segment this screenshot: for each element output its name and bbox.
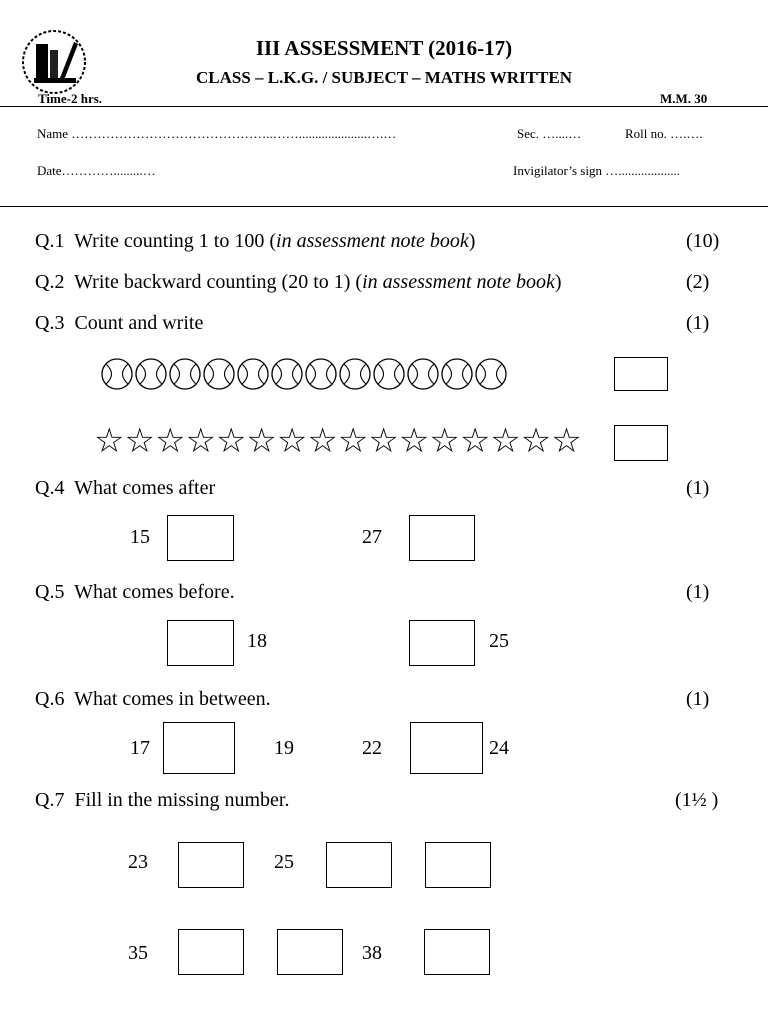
number-18: 18 (247, 630, 267, 652)
missing-26-answer-box[interactable] (326, 842, 392, 888)
ball-icon (202, 357, 236, 391)
roll-number-field[interactable]: Roll no. ….…. (625, 126, 703, 141)
section-field[interactable]: Sec. …....… (517, 126, 582, 141)
question-5-marks: (1) (686, 581, 710, 603)
fields-divider (0, 206, 768, 207)
question-number: Q.3 (35, 312, 65, 334)
question-4-marks: (1) (686, 477, 710, 499)
question-1: Q.1 Write counting 1 to 100 (in assessment note book) (35, 230, 476, 252)
page-title: III ASSESSMENT (2016-17) (255, 36, 513, 60)
number-22: 22 (362, 737, 382, 759)
missing-27-answer-box[interactable] (425, 842, 491, 888)
number-27: 27 (362, 526, 382, 548)
question-4 (35, 477, 215, 500)
date-field[interactable]: Date………….........… (37, 163, 156, 178)
ball-icon (440, 357, 474, 391)
question-3-marks: (1) (686, 312, 710, 334)
star-icon: ☆ (307, 423, 338, 460)
question-italic: in assessment note book (276, 230, 469, 252)
number-24: 24 (489, 737, 509, 759)
after-27-answer-box[interactable] (409, 515, 475, 561)
number-25-seq: 25 (274, 851, 294, 873)
ball-icon (236, 357, 270, 391)
question-7 (35, 789, 289, 812)
ball-count-answer-box[interactable] (614, 357, 668, 391)
question-number: Q.2 (35, 271, 65, 293)
question-italic: in assessment note book (362, 271, 555, 293)
max-marks-label: M.M. 30 (660, 91, 708, 106)
number-35: 35 (128, 942, 148, 964)
question-5 (35, 581, 235, 604)
question-3 (35, 312, 203, 335)
star-icon: ☆ (398, 423, 430, 460)
ball-icon (304, 357, 338, 391)
star-icon: ☆ (124, 423, 155, 460)
star-icon: ☆ (429, 423, 460, 460)
star-row (94, 425, 582, 459)
star-icon: ☆ (154, 423, 186, 460)
question-number: Q.4 (35, 477, 65, 499)
star-icon: ☆ (337, 423, 369, 460)
star-icon: ☆ (185, 423, 216, 460)
ball-row (100, 357, 508, 391)
question-number: Q.1 (35, 230, 65, 252)
question-number: Q.5 (35, 581, 65, 603)
question-1-marks: (10) (686, 230, 720, 252)
question-2-marks: (2) (686, 271, 710, 293)
ball-icon (372, 357, 406, 391)
number-19: 19 (274, 737, 294, 759)
ball-icon (134, 357, 168, 391)
ball-icon (474, 357, 508, 391)
before-18-answer-box[interactable] (167, 620, 234, 666)
question-number: Q.7 (35, 789, 65, 811)
star-icon: ☆ (246, 423, 277, 460)
ball-icon (338, 357, 372, 391)
page-subtitle: CLASS – L.K.G. / SUBJECT – MATHS WRITTEN (196, 68, 572, 87)
star-count-answer-box[interactable] (614, 425, 668, 461)
after-15-answer-box[interactable] (167, 515, 234, 561)
ball-icon (168, 357, 202, 391)
star-icon: ☆ (276, 423, 308, 460)
ball-icon (100, 357, 134, 391)
question-text: Write backward counting (20 to 1) ( (74, 271, 363, 293)
question-7-marks: (1½ ) (675, 789, 719, 811)
missing-37-answer-box[interactable] (277, 929, 343, 975)
question-2: Q.2 Write backward counting (20 to 1) (in assessment note book) (35, 271, 562, 293)
question-number: Q.6 (35, 688, 65, 710)
question-6 (35, 688, 271, 711)
number-23: 23 (128, 851, 148, 873)
question-text: Write counting 1 to 100 ( (74, 230, 277, 252)
invigilator-sign-field[interactable]: Invigilator’s sign …................... (513, 163, 680, 178)
ball-icon (270, 357, 304, 391)
question-text: Fill in the missing number. (74, 789, 290, 811)
question-text: What comes after (74, 477, 216, 499)
star-icon: ☆ (94, 423, 125, 460)
time-label: Time-2 hrs. (38, 91, 103, 106)
question-6-marks: (1) (686, 688, 710, 710)
star-icon: ☆ (368, 423, 399, 460)
star-icon: ☆ (459, 423, 491, 460)
star-icon: ☆ (490, 423, 521, 460)
star-icon: ☆ (215, 423, 247, 460)
star-icon: ☆ (520, 423, 552, 460)
ball-icon (406, 357, 440, 391)
between-22-24-answer-box[interactable] (410, 722, 483, 774)
question-text: What comes in between. (74, 688, 271, 710)
star-icon: ☆ (551, 423, 582, 460)
question-text: Count and write (74, 312, 204, 334)
missing-39-answer-box[interactable] (424, 929, 490, 975)
name-field[interactable]: Name ………………………………………..…….....................….… (37, 126, 397, 141)
header-divider (0, 106, 768, 107)
question-text: What comes before. (74, 581, 235, 603)
between-17-19-answer-box[interactable] (163, 722, 235, 774)
number-38: 38 (362, 942, 382, 964)
number-17: 17 (130, 737, 150, 759)
number-15: 15 (130, 526, 150, 548)
missing-36-answer-box[interactable] (178, 929, 244, 975)
before-25-answer-box[interactable] (409, 620, 475, 666)
number-25: 25 (489, 630, 509, 652)
missing-24-answer-box[interactable] (178, 842, 244, 888)
